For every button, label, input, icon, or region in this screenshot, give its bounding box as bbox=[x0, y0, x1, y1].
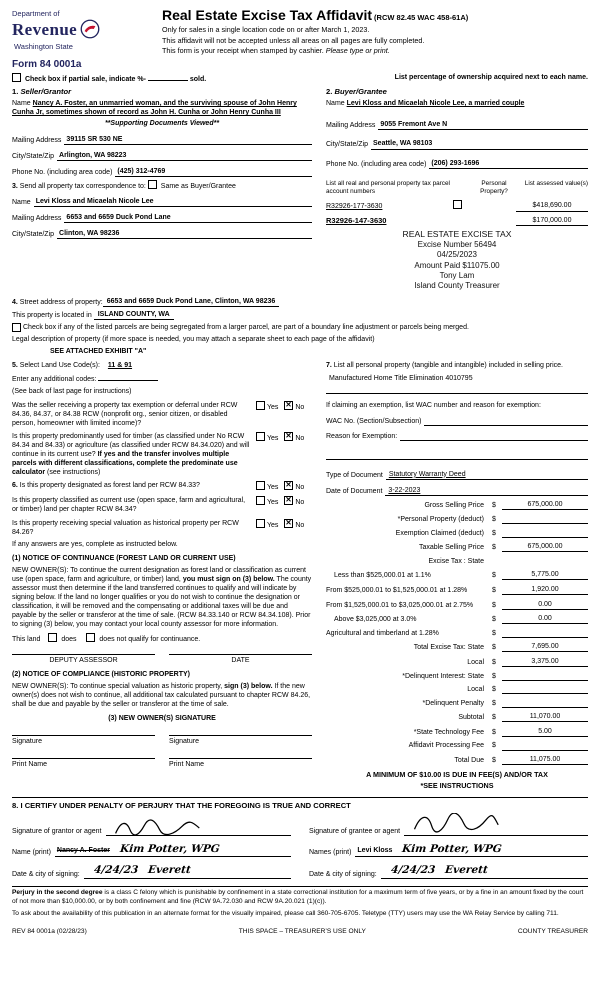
q6-1-yes-label: Yes bbox=[267, 484, 279, 492]
delinquent-interest-state-label: *Delinquent Interest: State bbox=[402, 672, 484, 680]
parcel-table-headers bbox=[326, 180, 588, 197]
correspondence-mailing-label: Mailing Address bbox=[12, 214, 62, 222]
partial-sale-suffix: sold. bbox=[189, 76, 207, 84]
seller-name-block bbox=[12, 99, 312, 117]
stamp-amount-paid: Amount Paid $11075.00 bbox=[414, 260, 500, 270]
section-2-buyer bbox=[322, 87, 588, 176]
q1-yes-label: Yes bbox=[267, 403, 279, 411]
correspondence-name-field[interactable]: Levi Kloss and Micaelah Nicole Lee bbox=[34, 197, 312, 207]
q1-no-checkbox[interactable] bbox=[284, 401, 293, 410]
revenue-wordmark: Revenue bbox=[12, 20, 78, 40]
state-technology-fee-label: *State Technology Fee bbox=[413, 728, 484, 736]
personal-property-deduct-label: *Personal Property (deduct) bbox=[397, 515, 484, 523]
section-2-number: 2. bbox=[326, 87, 333, 97]
grantor-printname-field[interactable] bbox=[55, 843, 291, 858]
total-excise-state-label: Total Excise Tax: State bbox=[413, 644, 484, 652]
owner-print-name-2[interactable]: Print Name bbox=[169, 758, 312, 769]
q2-no-checkbox[interactable] bbox=[284, 432, 293, 441]
land-does-checkbox[interactable] bbox=[48, 633, 57, 642]
section-5-number: 5. bbox=[12, 362, 18, 370]
perjury-lead: Perjury in the second degree bbox=[12, 889, 103, 897]
q1-no-label: No bbox=[295, 403, 305, 411]
perjury-notice bbox=[12, 886, 588, 906]
dor-logo-block bbox=[12, 6, 140, 52]
owner-signature-1[interactable]: Signature bbox=[12, 735, 155, 746]
section-3-correspondence bbox=[12, 180, 322, 292]
delinquent-penalty-value[interactable] bbox=[502, 699, 588, 708]
reason-exemption-field[interactable] bbox=[400, 440, 588, 441]
header-note-1: Only for sales in a single location code on or after March 1, 2023. bbox=[162, 25, 370, 35]
tier4-rate-label: Above $3,025,000 at 3.0% bbox=[334, 616, 417, 624]
section-8-certification bbox=[12, 797, 588, 879]
buyer-name-block bbox=[326, 99, 588, 108]
dollar-sign: $ bbox=[492, 714, 496, 722]
partial-sale-line bbox=[12, 73, 206, 84]
grantee-handwritten-date: 4/24/23 bbox=[390, 864, 436, 877]
parcel-1-personal-checkbox[interactable] bbox=[453, 200, 462, 209]
continuance-qualify-line bbox=[12, 633, 312, 644]
q6-2-no-checkbox[interactable] bbox=[284, 496, 293, 505]
document-type-field[interactable]: Statutory Warranty Deed bbox=[386, 470, 588, 480]
total-excise-local-label: Local bbox=[467, 658, 484, 666]
street-address-field[interactable]: 6653 and 6659 Duck Pond Lane, Clinton, WA 98236 bbox=[103, 297, 280, 307]
gross-selling-price-label: Gross Selling Price bbox=[424, 502, 484, 510]
section-8-number: 8. bbox=[12, 800, 19, 810]
grantor-signature-line[interactable] bbox=[106, 821, 291, 836]
dollar-sign: $ bbox=[492, 699, 496, 707]
perjury-body: is a class C felony which is punishable by confinement in a state correctional institution for a maximum term of five years, or by a fine in an amount fixed by the court of not more than $10,000.00, or by both confinement and fine (RCW 9A.72.030 and RCW 9A.20.021 (1)(c)). bbox=[12, 889, 584, 905]
owner-printname-lines bbox=[12, 758, 312, 769]
personal-property-header: Personal Property? bbox=[480, 179, 508, 196]
legal-description-label: Legal description of property (if more space is needed, you may attach a separate sheet to each page of the affidavit) bbox=[12, 336, 375, 344]
q2-text-regular: Is this property predominantly used for timber (as classified under No RCW 84.34 and 84.33) or agriculture (as classified under RCW 84.34.020) and will continue in its current use? bbox=[12, 432, 250, 458]
document-date-label: Date of Document bbox=[326, 487, 383, 495]
segregated-checkbox[interactable] bbox=[12, 323, 21, 332]
dollar-sign: $ bbox=[492, 644, 496, 652]
ownership-percentage-note: List percentage of ownership acquired next to each name. bbox=[394, 74, 588, 82]
deputy-assessor-line bbox=[12, 654, 312, 665]
buyer-mailing-label: Mailing Address bbox=[326, 122, 376, 130]
section-7-number: 7. bbox=[326, 362, 332, 370]
q1-text: Was the seller receiving a property tax exemption or deferral under RCW 84.36, 84.37, or 84.38 RCW (nonprofit org., senior citizen, or disabled person, homeowner with limited income)? bbox=[12, 401, 238, 427]
segregated-label: Check box if any of the listed parcels are being segregated from a larger parcel, are part of a boundary line adjustment or parcels being merged. bbox=[23, 323, 469, 331]
owner-signature-lines bbox=[12, 735, 312, 746]
dollar-sign: $ bbox=[492, 502, 496, 510]
section-7-intro: List all personal property (tangible and intangible) included in selling price. bbox=[333, 362, 563, 370]
additional-codes-field[interactable] bbox=[98, 373, 158, 381]
grantee-date-label: Date & city of signing: bbox=[309, 870, 377, 878]
delinquent-interest-local-label: Local bbox=[467, 686, 484, 694]
question-exemption-deferral bbox=[12, 401, 312, 428]
tier2-rate-label: From $525,000.01 to $1,525,000.01 at 1.28% bbox=[326, 586, 468, 594]
q6-2-no-label: No bbox=[295, 499, 305, 507]
buyer-csz-field[interactable]: Seattle, WA 98103 bbox=[371, 139, 588, 149]
grantor-handwritten-city: Everett bbox=[147, 864, 192, 877]
washington-state-label: Washington State bbox=[14, 41, 73, 51]
dollar-sign: $ bbox=[492, 616, 496, 624]
footer-treasurer-space: THIS SPACE – TREASURER’S USE ONLY bbox=[238, 927, 366, 935]
q2-yes-checkbox[interactable] bbox=[256, 432, 265, 441]
parcel-and-stamp-block bbox=[322, 180, 588, 292]
supporting-documents-note: **Supporting Documents Viewed** bbox=[104, 120, 220, 128]
stamp-treasurer-title: Island County Treasurer bbox=[414, 281, 500, 291]
tier3-rate-label: From $1,525,000.01 to $3,025,000.01 at 2.75% bbox=[326, 601, 474, 609]
notice-compliance-title: (2) NOTICE OF COMPLIANCE (HISTORIC PROPERTY) bbox=[12, 670, 190, 678]
owner-print-name-1[interactable]: Print Name bbox=[12, 758, 155, 769]
reason-exemption-label: Reason for Exemption: bbox=[326, 432, 398, 440]
header-note-3-text: This form is your receipt when stamped by cashier. bbox=[162, 45, 326, 55]
delinquent-penalty-label: *Delinquent Penalty bbox=[422, 699, 484, 707]
header-note-2: This affidavit will not be accepted unless all areas on all pages are fully completed. bbox=[162, 35, 425, 45]
notice1-bold: you must sign on (3) below. bbox=[182, 576, 275, 583]
seller-phone-field[interactable]: (425) 312-4769 bbox=[115, 167, 312, 177]
section-1-title: Seller/Grantor bbox=[20, 87, 72, 97]
total-due-value[interactable]: 11,075.00 bbox=[502, 755, 588, 765]
parcel-row bbox=[326, 216, 588, 226]
section-5-and-6 bbox=[12, 361, 322, 790]
grantee-signature-line[interactable] bbox=[404, 821, 588, 836]
subtotal-value[interactable]: 11,070.00 bbox=[502, 712, 588, 722]
grantor-date-label: Date & city of signing: bbox=[12, 870, 80, 878]
q1-yes-checkbox[interactable] bbox=[256, 401, 265, 410]
stamp-excise-number: Excise Number 56494 bbox=[417, 239, 497, 249]
stamp-title: REAL ESTATE EXCISE TAX bbox=[402, 228, 512, 239]
seller-name-label: Name bbox=[12, 100, 31, 108]
buyer-phone-field[interactable]: (206) 293-1696 bbox=[429, 159, 588, 169]
form-title: Real Estate Excise Tax Affidavit bbox=[162, 7, 373, 23]
grantee-printname-field[interactable] bbox=[355, 843, 588, 858]
see-back-note: (See back of last page for instructions) bbox=[12, 388, 132, 396]
q2-text-bold: If yes and the transfer involves multiple parcels with different classifications, complete the predominate use calculator bbox=[12, 450, 238, 477]
agricultural-timberland-label: Agricultural and timberland at 1.28% bbox=[326, 629, 439, 637]
stamp-treasurer-name: Tony Lam bbox=[439, 270, 475, 280]
seller-csz-label: City/State/Zip bbox=[12, 152, 55, 160]
same-as-buyer-checkbox[interactable] bbox=[148, 180, 157, 189]
personal-property-list-field[interactable]: Manufactured Home Title Elimination 4010795 bbox=[329, 375, 473, 383]
grantor-date-field[interactable] bbox=[84, 864, 291, 879]
taxable-selling-price-label: Taxable Selling Price bbox=[419, 544, 484, 552]
dollar-sign: $ bbox=[492, 742, 496, 750]
seller-buyer-row bbox=[12, 87, 588, 176]
seller-name-field[interactable]: Nancy A. Foster, an unmarried woman, and the surviving spouse of John Henry Cunha Jr, sometimes shown of record as John H. Cunha or John Henry Cunha III bbox=[12, 100, 297, 117]
partial-sale-percent-field[interactable] bbox=[148, 73, 188, 81]
assessor-date-label: DATE bbox=[169, 654, 312, 665]
same-as-buyer-label: Same as Buyer/Grantee bbox=[160, 182, 236, 190]
form-footer bbox=[12, 928, 588, 937]
delinquent-interest-local-value[interactable] bbox=[502, 685, 588, 694]
seller-csz-field[interactable]: Arlington, WA 98223 bbox=[57, 151, 312, 161]
legal-description-field[interactable]: SEE ATTACHED EXHIBIT "A" bbox=[50, 348, 147, 356]
section-4-property bbox=[12, 297, 588, 356]
minimum-fee-note: A MINIMUM OF $10.00 IS DUE IN FEE(S) AND/OR TAX bbox=[366, 770, 548, 780]
grantor-handwritten-date: 4/24/23 bbox=[93, 864, 139, 877]
total-due-label: Total Due bbox=[454, 757, 484, 765]
this-land-label: This land bbox=[12, 635, 41, 643]
q6-2-yes-label: Yes bbox=[267, 499, 279, 507]
dollar-sign: $ bbox=[492, 672, 496, 680]
section-1-seller bbox=[12, 87, 322, 176]
excise-tax-state-header: Excise Tax : State bbox=[428, 557, 484, 565]
partial-sale-checkbox[interactable] bbox=[12, 73, 21, 82]
correspondence-name-label: Name bbox=[12, 198, 31, 206]
grantee-printname-label: Names (print) bbox=[309, 849, 352, 857]
top-instructions-row bbox=[12, 73, 588, 84]
wac-number-field[interactable] bbox=[424, 425, 588, 426]
revenue-logo-icon bbox=[80, 19, 100, 42]
notice2-body2: If the new owner(s) does not wish to continue, all additional tax calculated pursuant to chapter RCW 84.26, shall be due and payable by the seller or transferor at the time of sale. bbox=[12, 682, 311, 709]
q6-1-no-label: No bbox=[295, 484, 305, 492]
taxable-selling-price-value[interactable]: 675,000.00 bbox=[502, 542, 588, 552]
gross-selling-price-value[interactable]: 675,000.00 bbox=[502, 500, 588, 510]
form-number: Form 84 0001a bbox=[12, 59, 82, 71]
dollar-sign: $ bbox=[492, 629, 496, 637]
subtotal-label: Subtotal bbox=[458, 714, 484, 722]
rcw-reference: (RCW 82.45 WAC 458-61A) bbox=[374, 13, 469, 22]
certification-statement: I CERTIFY UNDER PENALTY OF PERJURY THAT THE FOREGOING IS TRUE AND CORRECT bbox=[20, 800, 351, 810]
dollar-sign: $ bbox=[492, 728, 496, 736]
dollar-sign: $ bbox=[492, 757, 496, 765]
grantor-handwritten-name: Kim Potter, WPG bbox=[119, 842, 221, 855]
parcel-row bbox=[326, 200, 588, 211]
affidavit-processing-fee-label: Affidavit Processing Fee bbox=[408, 742, 484, 750]
grantor-signature-label: Signature of grantor or agent bbox=[12, 827, 102, 835]
seller-phone-label: Phone No. (including area code) bbox=[12, 168, 113, 176]
section-4-number: 4. bbox=[12, 298, 18, 306]
buyer-phone-label: Phone No. (including area code) bbox=[326, 160, 427, 168]
land-use-label: Select Land Use Code(s): bbox=[19, 362, 100, 370]
notice1-body1: NEW OWNER(S): To continue the current designation as forest land or classification as current use (open space, farm and agriculture, or timber) land, bbox=[12, 566, 306, 583]
dept-of-label: Department of bbox=[12, 9, 60, 18]
notice-continuance-title: (1) NOTICE OF CONTINUANCE (FOREST LAND OR CURRENT USE) bbox=[12, 554, 236, 562]
q6-3-yes-checkbox[interactable] bbox=[256, 519, 265, 528]
accessibility-note: To ask about the availability of this publication in an alternate format for the visually impaired, please call 360-705-6705. Teletype (TTY) users may use the WA Relay Service by calling 711. bbox=[12, 910, 559, 918]
dollar-sign: $ bbox=[492, 601, 496, 609]
assessed-values-header: List assessed value(s) bbox=[524, 179, 588, 187]
located-county-field[interactable]: ISLAND COUNTY, WA bbox=[94, 310, 174, 320]
q6-3-text: Is this property receiving special valuation as historical property per RCW 84.26? bbox=[12, 519, 239, 536]
parcel-2-assessed-value[interactable]: $170,000.00 bbox=[516, 216, 588, 226]
affidavit-processing-fee-value[interactable] bbox=[502, 742, 588, 751]
dollar-sign: $ bbox=[492, 544, 496, 552]
exemption-claimed-label: Exemption Claimed (deduct) bbox=[395, 529, 484, 537]
q6-1-yes-checkbox[interactable] bbox=[256, 481, 265, 490]
grantor-signature-scribble bbox=[112, 818, 202, 838]
state-technology-fee-value[interactable]: 5.00 bbox=[502, 727, 588, 737]
buyer-name-field[interactable]: Levi Kloss and Micaelah Nicole Lee, a married couple bbox=[346, 100, 525, 108]
question-historical-property bbox=[12, 519, 312, 537]
answers-yes-instruction: If any answers are yes, complete as instructed below. bbox=[12, 540, 178, 548]
delinquent-interest-state-value[interactable] bbox=[502, 672, 588, 681]
document-date-field[interactable]: 3-22-2023 bbox=[385, 486, 588, 496]
notice-compliance-body bbox=[12, 682, 312, 709]
type-or-print-note: Please type or print. bbox=[325, 45, 390, 55]
section-2-title: Buyer/Grantee bbox=[334, 87, 387, 97]
q6-3-no-checkbox[interactable] bbox=[284, 519, 293, 528]
total-excise-local-value[interactable]: 3,375.00 bbox=[502, 657, 588, 667]
question-timber-agriculture bbox=[12, 432, 312, 477]
question-current-use bbox=[12, 496, 312, 514]
buyer-csz-label: City/State/Zip bbox=[326, 141, 369, 149]
grantee-typed-name: Levi Kloss bbox=[357, 846, 393, 854]
lower-columns bbox=[12, 361, 588, 790]
buyer-name-label: Name bbox=[326, 100, 345, 108]
correspondence-label: Send all property tax correspondence to: bbox=[19, 182, 146, 190]
exemption-claimed-value[interactable] bbox=[502, 529, 588, 538]
notice-continuance-body bbox=[12, 566, 312, 630]
grantee-handwritten-name: Kim Potter, WPG bbox=[401, 842, 503, 855]
header-note-3 bbox=[162, 46, 588, 55]
q6-2-yes-checkbox[interactable] bbox=[256, 496, 265, 505]
tier3-rate-value[interactable]: 0.00 bbox=[502, 600, 588, 610]
section-1-number: 1. bbox=[12, 87, 19, 97]
does-label: does bbox=[61, 635, 77, 643]
q2-no-label: No bbox=[295, 434, 305, 442]
correspondence-csz-label: City/State/Zip bbox=[12, 231, 55, 239]
seller-mailing-label: Mailing Address bbox=[12, 136, 62, 144]
deputy-assessor-label: DEPUTY ASSESSOR bbox=[12, 654, 155, 665]
grantee-signature-label: Signature of grantee or agent bbox=[309, 827, 401, 835]
q2-text-tail: (see instructions) bbox=[47, 469, 101, 477]
form-header bbox=[12, 6, 588, 55]
parcel-number-2[interactable]: R32926-147-3630 bbox=[326, 215, 387, 225]
section-3-number: 3. bbox=[12, 182, 18, 190]
stamp-date: 04/25/2023 bbox=[436, 250, 478, 260]
exemption-intro: If claiming an exemption, list WAC number and reason for exemption: bbox=[326, 402, 541, 410]
parcel-number-1[interactable]: R32926-177-3630 bbox=[326, 203, 383, 211]
owner-signature-2[interactable]: Signature bbox=[169, 735, 312, 746]
correspondence-mailing-field[interactable]: 6653 and 6659 Duck Pond Lane bbox=[64, 213, 312, 223]
grantor-printname-label: Name (print) bbox=[12, 849, 51, 857]
wac-number-label: WAC No. (Section/Subsection) bbox=[326, 417, 422, 425]
q6-3-yes-label: Yes bbox=[267, 521, 279, 529]
parcel-1-assessed-value[interactable]: $418,690.00 bbox=[516, 201, 588, 211]
q2-text bbox=[12, 432, 256, 477]
dollar-sign: $ bbox=[492, 686, 496, 694]
dollar-sign: $ bbox=[492, 586, 496, 594]
located-in-label: This property is located in bbox=[12, 311, 92, 319]
additional-codes-label: Enter any additional codes: bbox=[12, 376, 97, 384]
tier4-rate-value[interactable]: 0.00 bbox=[502, 614, 588, 624]
personal-property-blank-line[interactable] bbox=[326, 383, 588, 394]
partial-sale-label: Check box if partial sale, indicate %- bbox=[24, 76, 146, 84]
street-address-label: Street address of property: bbox=[19, 298, 103, 306]
tier1-rate-value[interactable]: 5,775.00 bbox=[502, 570, 588, 580]
correspondence-csz-field[interactable]: Clinton, WA 98236 bbox=[57, 229, 312, 239]
dollar-sign: $ bbox=[492, 658, 496, 666]
seller-mailing-field[interactable]: 39115 SR 530 NE bbox=[64, 135, 312, 145]
q6-1-no-checkbox[interactable] bbox=[284, 481, 293, 490]
treasurer-stamp bbox=[326, 229, 588, 292]
agricultural-timberland-value[interactable] bbox=[502, 629, 588, 638]
notice2-body1: NEW OWNER(S): To continue special valuation as historic property, bbox=[12, 682, 225, 690]
tier1-rate-label: Less than $525,000.01 at 1.1% bbox=[334, 572, 431, 580]
grantee-certification bbox=[309, 811, 588, 879]
parcel-numbers-header: List all real and personal property tax parcel account numbers bbox=[326, 179, 450, 196]
section-6-number: 6. bbox=[12, 482, 18, 490]
grantor-certification bbox=[12, 811, 291, 879]
grantee-date-field[interactable] bbox=[381, 864, 588, 879]
grantee-signature-scribble bbox=[410, 813, 500, 833]
total-excise-state-value[interactable]: 7,695.00 bbox=[502, 642, 588, 652]
document-type-label: Type of Document bbox=[326, 471, 383, 479]
q6-1-text: Is this property designated as forest land per RCW 84.33? bbox=[19, 482, 200, 490]
does-not-label: does not qualify for continuance. bbox=[99, 635, 201, 643]
dollar-sign: $ bbox=[492, 529, 496, 537]
personal-property-deduct-value[interactable] bbox=[502, 515, 588, 524]
land-does-not-checkbox[interactable] bbox=[86, 633, 95, 642]
reason-blank-line[interactable] bbox=[326, 449, 588, 460]
buyer-mailing-field[interactable]: 9055 Fremont Ave N bbox=[378, 120, 588, 130]
footer-county-treasurer: COUNTY TREASURER bbox=[517, 927, 588, 935]
q6-2-text: Is this property classified as current use (open space, farm and agricultural, or timber) land per chapter RCW 84.34? bbox=[12, 497, 246, 514]
grantor-typed-name: Nancy A. Foster bbox=[56, 846, 110, 854]
title-block bbox=[140, 6, 588, 55]
footer-rev-number: REV 84 0001a (02/28/23) bbox=[12, 927, 87, 935]
correspondence-parcels-row bbox=[12, 180, 588, 292]
new-owners-signature-title: (3) NEW OWNER(S) SIGNATURE bbox=[108, 715, 216, 723]
notice1-body2: The county assessor must then determine if the land transferred continues to qualify and will indicate by signing below. If the land no longer qualifies or you do not wish to continue the designation or classification, it will be removed and the compensating or additional taxes will be due and payable by the seller or transferor at the time of sale. (RCW 84.33.140 or RCW 84.34.108). Prior to signing (3) below, you may contact your local county assessor for more information. bbox=[12, 576, 312, 629]
land-use-field[interactable]: 11 & 91 bbox=[107, 362, 133, 370]
notice2-bold: sign (3) below. bbox=[224, 682, 273, 690]
grantee-handwritten-city: Everett bbox=[444, 864, 489, 877]
section-7 bbox=[322, 361, 588, 790]
q6-3-no-label: No bbox=[295, 521, 305, 529]
q2-yes-label: Yes bbox=[267, 434, 279, 442]
question-forest-land bbox=[12, 481, 312, 492]
dollar-sign: $ bbox=[492, 515, 496, 523]
tier2-rate-value[interactable]: 1,920.00 bbox=[502, 585, 588, 595]
see-instructions-note: *SEE INSTRUCTIONS bbox=[420, 780, 494, 790]
dollar-sign: $ bbox=[492, 572, 496, 580]
